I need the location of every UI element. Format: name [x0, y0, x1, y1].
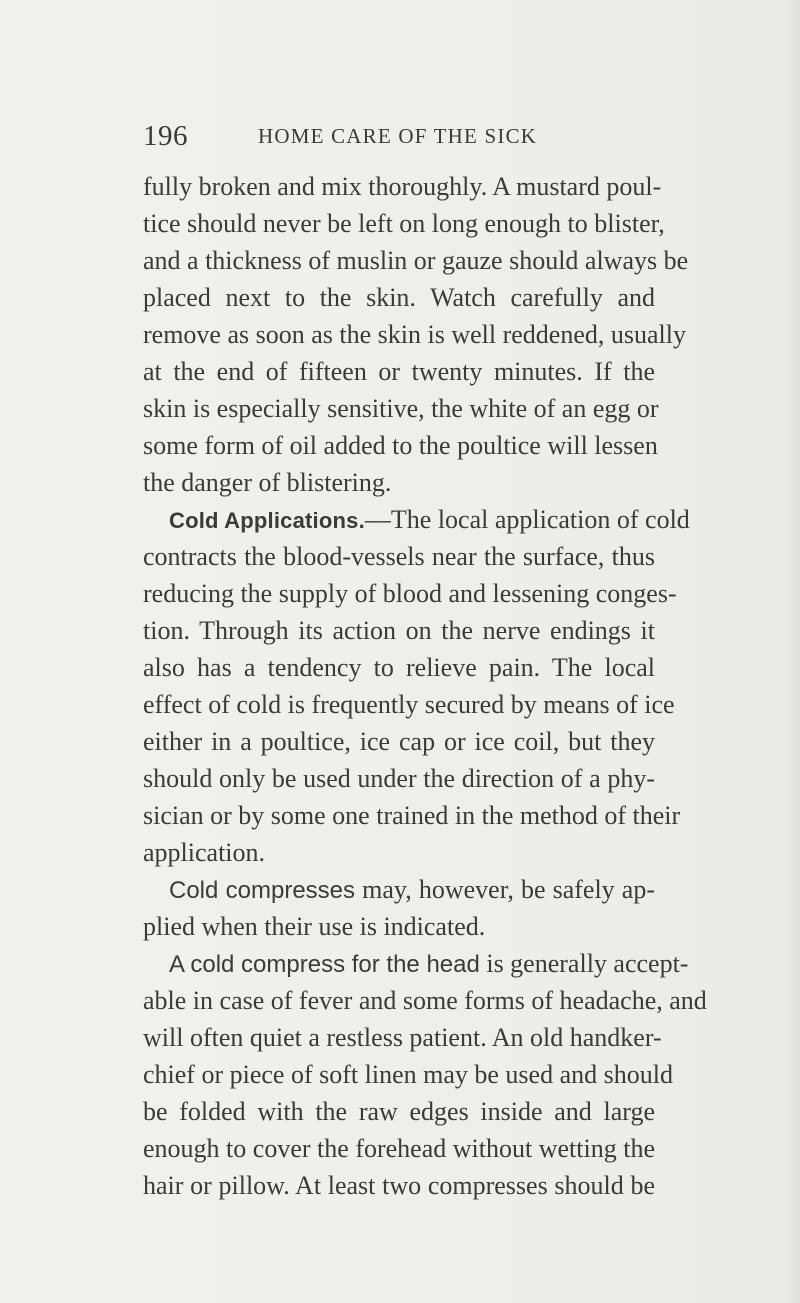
page-edge-shadow [786, 0, 800, 1303]
text-line: enough to cover the forehead without wetting the [143, 1134, 655, 1163]
section-runhead-head-compress: A cold compress for the head [169, 951, 480, 978]
text-line: placed next to the skin. Watch carefully and [143, 283, 655, 312]
text-line: skin is especially sensitive, the white of an egg or [143, 394, 659, 423]
text-line: reducing the supply of blood and lessening conges- [143, 579, 677, 608]
text-line: effect of cold is frequently secured by means of ice [143, 690, 675, 719]
text-line: also has a tendency to relieve pain. The local [143, 653, 655, 682]
text-line: fully broken and mix thoroughly. A mustard poul- [143, 172, 662, 201]
page-number: 196 [143, 120, 188, 152]
text-line: contracts the blood-vessels near the surface, thus [143, 542, 655, 571]
text-fragment: —The local application of cold [364, 505, 690, 534]
paragraph-head-compress-first-line [143, 945, 689, 982]
text-line: the danger of blistering. [143, 468, 392, 497]
text-line: should only be used under the direction of a phy- [143, 764, 655, 793]
running-title: HOME CARE OF THE SICK [258, 124, 538, 148]
text-line: chief or piece of soft linen may be used and should [143, 1060, 673, 1089]
text-line: at the end of fifteen or twenty minutes. If the [143, 357, 655, 386]
paragraph-cold-applications-first-line [143, 501, 690, 538]
text-line: either in a poultice, ice cap or ice coil, but they [143, 727, 655, 756]
text-line: some form of oil added to the poultice will lessen [143, 431, 658, 460]
section-runhead-cold-compresses: Cold compresses [169, 877, 356, 904]
text-line: able in case of fever and some forms of headache, and [143, 986, 707, 1015]
paragraph-cold-compresses-first-line [143, 871, 655, 908]
text-line: application. [143, 838, 266, 867]
running-head [143, 120, 663, 160]
text-line: remove as soon as the skin is well reddened, usually [143, 320, 686, 349]
text-line: hair or pillow. At least two compresses should be [143, 1171, 655, 1200]
text-line: tice should never be left on long enough to blister, [143, 209, 665, 238]
text-line: will often quiet a restless patient. An old handker- [143, 1023, 662, 1052]
text-line: and a thickness of muslin or gauze should always be [143, 246, 689, 275]
text-line: tion. Through its action on the nerve endings it [143, 616, 655, 645]
text-line: be folded with the raw edges inside and large [143, 1097, 655, 1126]
text-line: plied when their use is indicated. [143, 912, 486, 941]
text-fragment: is generally accept- [479, 949, 689, 978]
text-line: sician or by some one trained in the method of their [143, 801, 681, 830]
body-text [143, 168, 707, 1204]
section-runhead-cold-applications: Cold Applications. [169, 508, 365, 533]
text-fragment: may, however, be safely ap- [355, 875, 655, 904]
